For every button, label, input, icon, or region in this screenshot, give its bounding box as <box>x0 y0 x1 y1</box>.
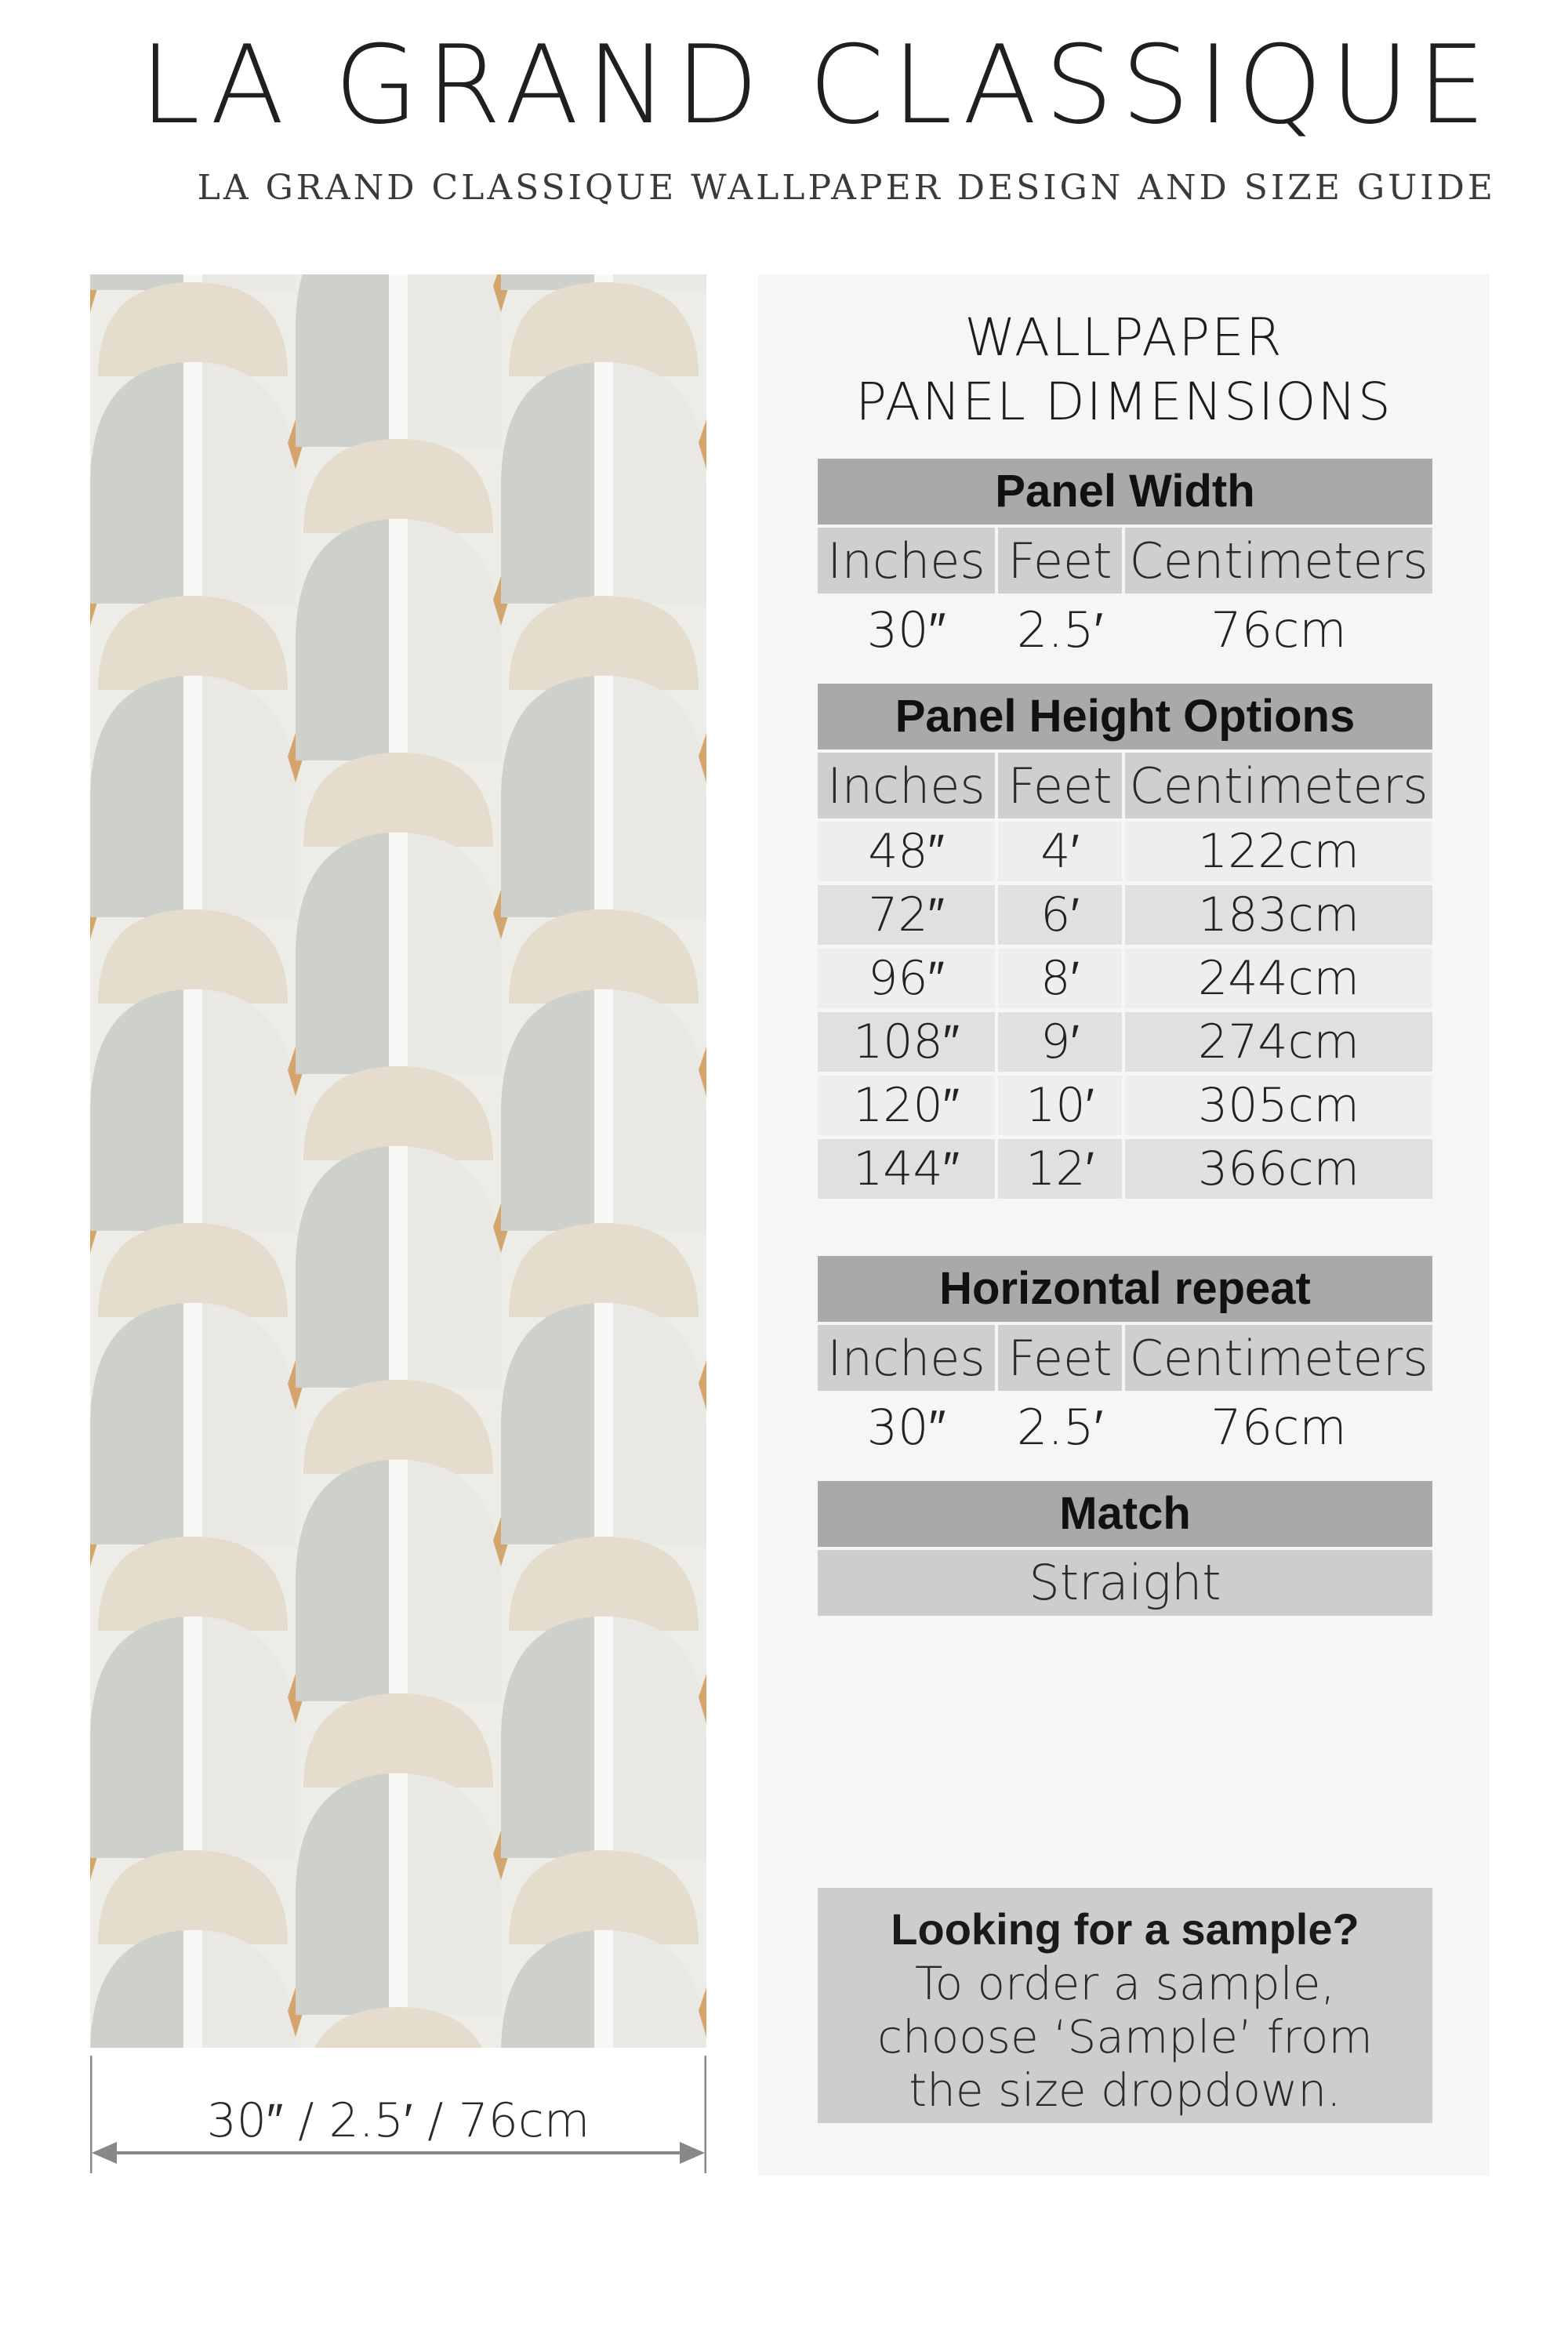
arch-stripe <box>594 362 613 597</box>
inches-value: 30″ <box>866 601 946 659</box>
dimensions-card <box>758 274 1490 2176</box>
centimeters-value: 76cm <box>1210 1398 1347 1456</box>
table-row <box>818 1012 1432 1072</box>
feet-value: 6′ <box>998 885 1122 945</box>
centimeters-value: 305cm <box>1125 1076 1432 1135</box>
horizontal-repeat-header: Horizontal repeat <box>818 1256 1432 1322</box>
column-header-row <box>818 528 1432 593</box>
column-feet: Feet <box>998 753 1122 818</box>
feet-value: 2.5′ <box>1016 601 1104 659</box>
inches-value: 120″ <box>818 1076 995 1135</box>
arch-stripe <box>389 519 408 754</box>
width-dimension-label: 30″ / 2.5′ / 76cm <box>206 2093 590 2148</box>
card-heading-line2: PANEL DIMENSIONS <box>855 372 1392 432</box>
card-heading-line1: WALLPAPER <box>964 307 1283 368</box>
inches-value: 108″ <box>818 1012 995 1072</box>
column-header-row <box>818 1325 1432 1391</box>
feet-value: 4′ <box>998 822 1122 881</box>
table-row <box>818 1076 1432 1135</box>
inches-value: 96″ <box>818 949 995 1008</box>
column-centimeters: Centimeters <box>1125 1325 1432 1391</box>
column-inches: Inches <box>818 528 995 593</box>
column-inches: Inches <box>818 1325 995 1391</box>
arch-stripe <box>183 676 202 911</box>
inches-value: 72″ <box>818 885 995 945</box>
arch-stripe <box>594 1303 613 1538</box>
column-inches: Inches <box>818 753 995 818</box>
wallpaper-pattern <box>90 274 706 2048</box>
horizontal-repeat-table <box>818 1256 1432 1463</box>
page-subtitle: LA GRAND CLASSIQUE WALLPAPER DESIGN AND SIZE GUIDE <box>197 168 1496 208</box>
feet-value: 10′ <box>998 1076 1122 1135</box>
arch-stripe <box>594 1930 613 2048</box>
arch-stripe <box>389 1146 408 1381</box>
arch-stripe <box>594 989 613 1225</box>
card-heading <box>758 306 1490 434</box>
match-table <box>818 1481 1432 1616</box>
feet-value: 2.5′ <box>1016 1398 1104 1456</box>
arch-stripe <box>183 362 202 597</box>
column-centimeters: Centimeters <box>1125 753 1432 818</box>
centimeters-value: 183cm <box>1125 885 1432 945</box>
inches-value: 30″ <box>866 1398 946 1456</box>
table-row <box>818 885 1432 945</box>
panel-height-table <box>818 684 1432 1203</box>
arch-stripe <box>594 1617 613 1852</box>
inches-value: 144″ <box>818 1139 995 1199</box>
sample-title: Looking for a sample? <box>891 1904 1359 1954</box>
arch-grey-half <box>296 274 390 447</box>
centimeters-value: 122cm <box>1125 822 1432 881</box>
arch-stripe <box>183 1617 202 1852</box>
arch-stripe <box>389 833 408 1068</box>
table-row <box>818 597 1432 662</box>
wallpaper-panel-preview <box>90 274 706 2048</box>
table-row <box>818 822 1432 881</box>
centimeters-value: 274cm <box>1125 1012 1432 1072</box>
arch-stripe <box>183 1303 202 1538</box>
sample-info-box <box>818 1888 1432 2123</box>
arch-stripe <box>389 1460 408 1695</box>
arch-light-half <box>406 274 501 447</box>
arch-stripe <box>389 274 408 441</box>
sample-body: To order a sample, choose ‘Sample’ from the size dropdown. <box>877 1957 1373 2117</box>
centimeters-value: 76cm <box>1210 601 1347 659</box>
page-title: LA GRAND CLASSIQUE <box>140 22 1494 148</box>
feet-value: 12′ <box>998 1139 1122 1199</box>
table-row <box>818 949 1432 1008</box>
match-header: Match <box>818 1481 1432 1547</box>
table-row <box>818 1394 1432 1460</box>
centimeters-value: 366cm <box>1125 1139 1432 1199</box>
column-header-row <box>818 753 1432 818</box>
arch-stripe <box>389 1773 408 2009</box>
arch-stripe <box>183 1930 202 2048</box>
panel-width-header: Panel Width <box>818 459 1432 524</box>
match-value: Straight <box>818 1550 1432 1616</box>
panel-width-table <box>818 459 1432 666</box>
inches-value: 48″ <box>818 822 995 881</box>
arch-stripe <box>594 676 613 911</box>
feet-value: 9′ <box>998 1012 1122 1072</box>
panel-height-header: Panel Height Options <box>818 684 1432 750</box>
column-feet: Feet <box>998 1325 1122 1391</box>
feet-value: 8′ <box>998 949 1122 1008</box>
centimeters-value: 244cm <box>1125 949 1432 1008</box>
arch-stripe <box>183 989 202 1225</box>
column-centimeters: Centimeters <box>1125 528 1432 593</box>
column-feet: Feet <box>998 528 1122 593</box>
table-row <box>818 1139 1432 1199</box>
